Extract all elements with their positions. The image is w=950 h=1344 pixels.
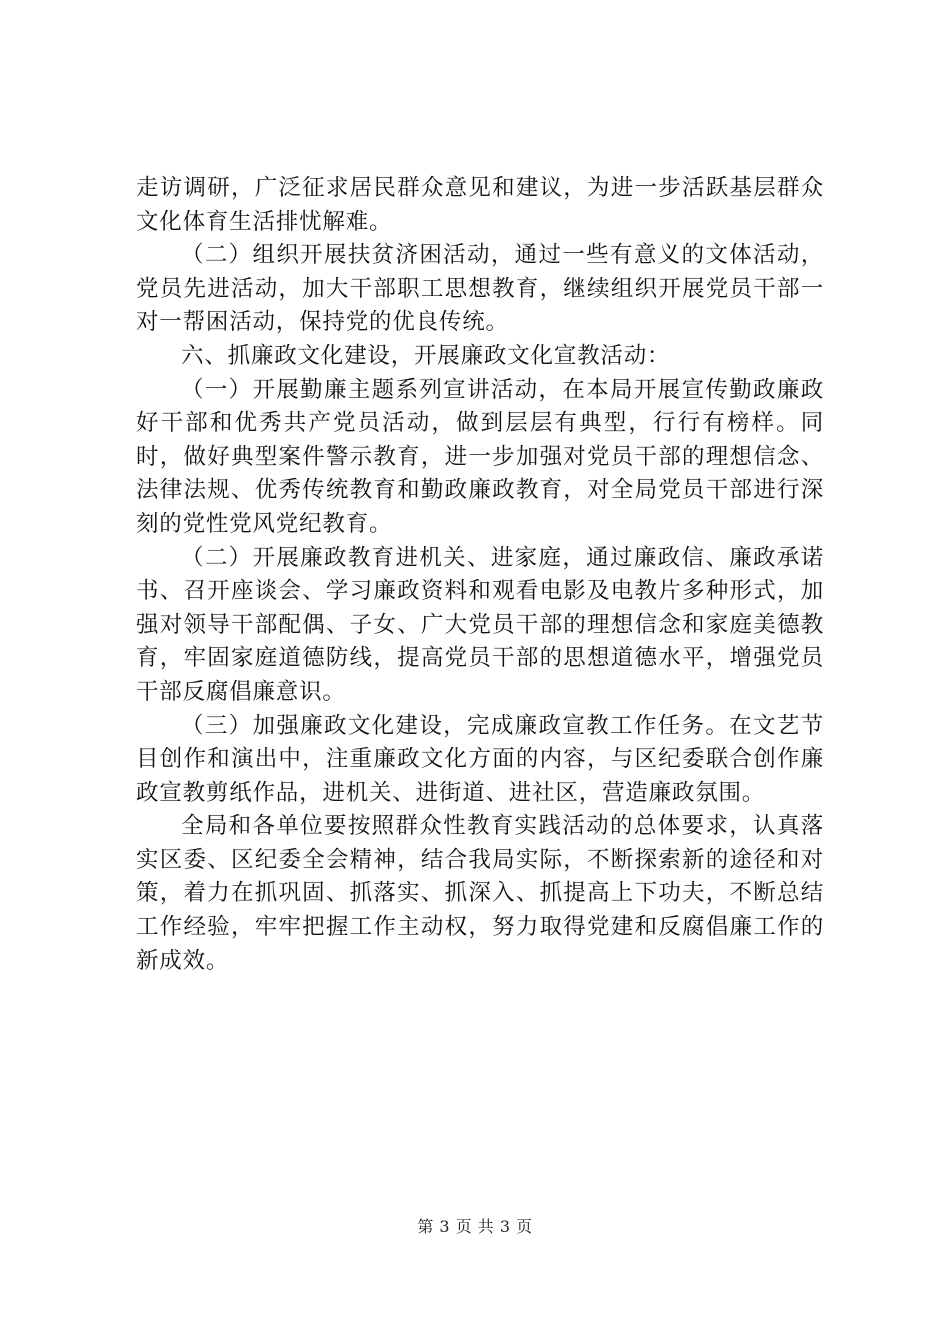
paragraph-lecture-activity: （一）开展勤廉主题系列宣讲活动，在本局开展宣传勤政廉政好干部和优秀共产党员活动，做到层层有典型，行行有榜样。同时，做好典型案件警示教育，进一步加强对党员干部的理想信念、法律法规、优秀传统教育和勤政廉政教育，对全局党员干部进行深刻的党性党风党纪教育。 (136, 376, 824, 537)
document-body (136, 172, 824, 978)
section-heading-six: 六、抓廉政文化建设，开展廉政文化宣教活动： (181, 342, 671, 369)
paragraph-visit-research: 走访调研，广泛征求居民群众意见和建议，为进一步活跃基层群众文化体育生活排忧解难。 (136, 175, 824, 235)
paragraph-culture-building: （三）加强廉政文化建设，完成廉政宣教工作任务。在文艺节目创作和演出中，注重廉政文化方面的内容，与区纪委联合创作廉政宣教剪纸作品，进机关、进街道、进社区，营造廉政氛围。 (136, 712, 824, 806)
paragraph-conclusion: 全局和各单位要按照群众性教育实践活动的总体要求，认真落实区委、区纪委全会精神，结合我局实际，不断探索新的途径和对策，着力在抓巩固、抓落实、抓深入、抓提高上下功夫，不断总结工作经验，牢牢把握工作主动权，努力取得党建和反腐倡廉工作的新成效。 (136, 813, 824, 974)
paragraph-poverty-relief: （二）组织开展扶贫济困活动，通过一些有意义的文体活动，党员先进活动，加大干部职工思想教育，继续组织开展党员干部一对一帮困活动，保持党的优良传统。 (136, 242, 824, 336)
page-number-footer: 第 3 页 共 3 页 (417, 1217, 533, 1236)
paragraph-family-education: （二）开展廉政教育进机关、进家庭，通过廉政信、廉政承诺书、召开座谈会、学习廉政资料和观看电影及电教片多种形式，加强对领导干部配偶、子女、广大党员干部的理想信念和家庭美德教育，牢固家庭道德防线，提高党员干部的思想道德水平，增强党员干部反腐倡廉意识。 (136, 544, 824, 705)
